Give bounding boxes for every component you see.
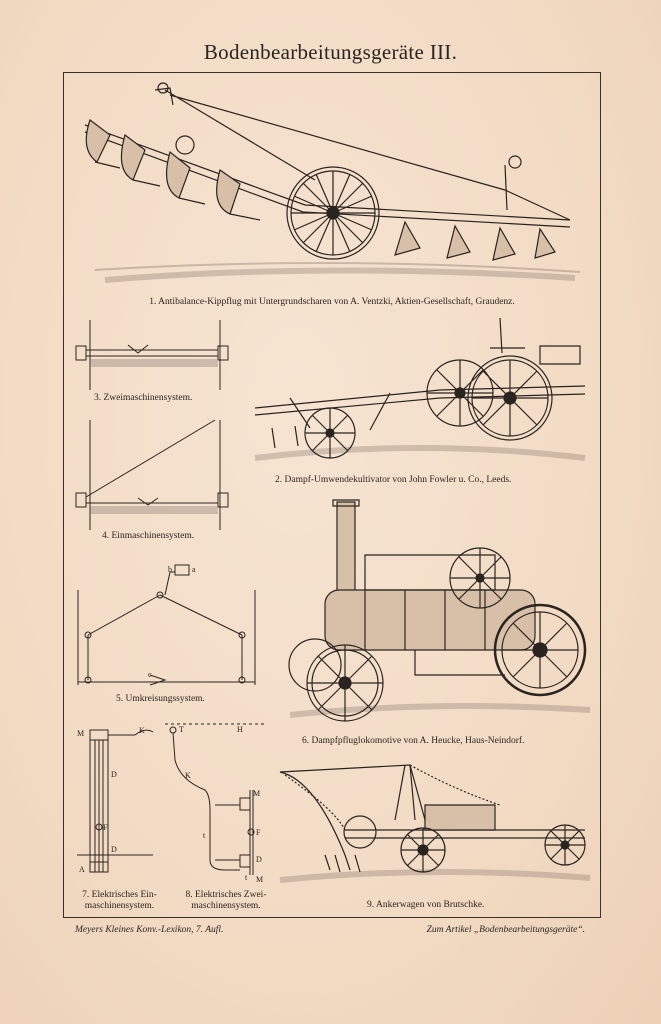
fig8-label-d: D	[256, 855, 262, 864]
fig9-caption: 9. Ankerwagen von Brutschke.	[367, 900, 485, 910]
fig2-cultivator-illustration	[250, 318, 590, 468]
footer-source: Meyers Kleines Konv.-Lexikon, 7. Aufl.	[75, 925, 224, 935]
fig7-caption: 7. Elektrisches Ein-maschinensystem.	[82, 890, 157, 911]
fig8-label-m2: M	[256, 875, 264, 884]
fig3-two-engine-diagram	[70, 320, 235, 390]
fig7-label-f: F	[103, 823, 108, 832]
fig7-label-d: D	[111, 770, 117, 779]
fig5-label-a: a	[192, 565, 196, 574]
fig8-electric-two-diagram	[165, 720, 265, 885]
fig5-caption: 5. Umkreisungssystem.	[116, 694, 205, 704]
fig1-plough-illustration	[75, 80, 585, 290]
fig8-label-t-small: t	[203, 831, 206, 840]
fig7-electric-single-diagram	[75, 722, 155, 882]
fig6-caption: 6. Dampfpfluglokomotive von A. Heucke, Haus-Neindorf.	[302, 736, 525, 746]
fig4-caption: 4. Einmaschinensystem.	[102, 531, 195, 541]
page-title: Bodenbearbeitungsgeräte III.	[203, 40, 458, 64]
fig8-label-k: K	[185, 771, 191, 780]
footer-article-reference: Zum Artikel „Bodenbearbeitungsgeräte“.	[426, 925, 585, 935]
fig3-caption: 3. Zweimaschinensystem.	[94, 393, 193, 403]
fig9-anchor-wagon-illustration	[275, 760, 595, 890]
fig4-single-engine-diagram	[70, 415, 235, 530]
fig8-label-h: H	[237, 725, 243, 734]
fig1-caption: 1. Antibalance-Kippflug mit Untergrundscharen von A. Ventzki, Aktien-Gesellschaft, Graudenz.	[149, 297, 515, 307]
fig7-label-d2: D	[111, 845, 117, 854]
fig6-steam-locomotive-illustration	[285, 500, 595, 730]
fig8-label-t: T	[179, 725, 184, 734]
fig5-label-c: c	[148, 670, 152, 679]
fig7-label-m: M	[77, 729, 85, 738]
fig8-caption: 8. Elektrisches Zwei-maschinensystem.	[185, 890, 267, 911]
fig8-label-f: F	[256, 828, 261, 837]
fig2-caption: 2. Dampf-Umwendekultivator von John Fowler u. Co., Leeds.	[275, 475, 512, 485]
fig7-label-k: K	[139, 726, 145, 735]
fig5-circuit-diagram	[70, 560, 265, 690]
fig8-label-m: M	[253, 789, 261, 798]
fig7-label-a: A	[79, 865, 85, 874]
fig8-label-t2: t	[245, 873, 248, 882]
fig5-label-b: b	[168, 565, 172, 574]
